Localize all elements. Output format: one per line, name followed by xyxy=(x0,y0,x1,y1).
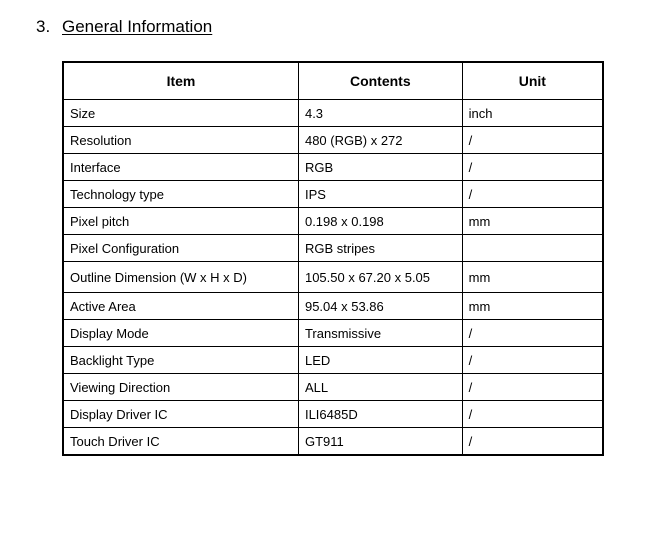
general-information-table xyxy=(62,61,604,456)
table-row xyxy=(63,320,603,347)
cell-unit: mm xyxy=(462,262,603,293)
cell-contents: 4.3 xyxy=(298,100,462,127)
table-row xyxy=(63,100,603,127)
cell-item: Resolution xyxy=(63,127,298,154)
table-row xyxy=(63,235,603,262)
cell-contents: RGB stripes xyxy=(298,235,462,262)
cell-item: Active Area xyxy=(63,293,298,320)
cell-item: Viewing Direction xyxy=(63,374,298,401)
cell-unit: mm xyxy=(462,293,603,320)
cell-contents: 0.198 x 0.198 xyxy=(298,208,462,235)
cell-unit: / xyxy=(462,374,603,401)
table-row xyxy=(63,374,603,401)
cell-contents: GT911 xyxy=(298,428,462,456)
cell-contents: 105.50 x 67.20 x 5.05 xyxy=(298,262,462,293)
cell-item: Pixel pitch xyxy=(63,208,298,235)
cell-contents: LED xyxy=(298,347,462,374)
cell-contents: ILI6485D xyxy=(298,401,462,428)
cell-contents: ALL xyxy=(298,374,462,401)
column-header-unit: Unit xyxy=(462,62,603,100)
cell-unit xyxy=(462,235,603,262)
section-heading xyxy=(36,16,212,38)
cell-item: Display Driver IC xyxy=(63,401,298,428)
table-row xyxy=(63,181,603,208)
cell-item: Touch Driver IC xyxy=(63,428,298,456)
cell-contents: 95.04 x 53.86 xyxy=(298,293,462,320)
table-row xyxy=(63,154,603,181)
table-row xyxy=(63,428,603,456)
cell-contents: IPS xyxy=(298,181,462,208)
cell-contents: RGB xyxy=(298,154,462,181)
cell-item: Size xyxy=(63,100,298,127)
cell-unit: inch xyxy=(462,100,603,127)
section-title: General Information xyxy=(62,17,213,36)
section-number: 3. xyxy=(36,17,51,36)
cell-item: Outline Dimension (W x H x D) xyxy=(63,262,298,293)
cell-item: Display Mode xyxy=(63,320,298,347)
cell-unit: / xyxy=(462,401,603,428)
cell-contents: Transmissive xyxy=(298,320,462,347)
cell-unit: / xyxy=(462,181,603,208)
table-row xyxy=(63,347,603,374)
cell-item: Backlight Type xyxy=(63,347,298,374)
column-header-contents: Contents xyxy=(298,62,462,100)
cell-item: Pixel Configuration xyxy=(63,235,298,262)
table-row xyxy=(63,127,603,154)
column-header-item: Item xyxy=(63,62,298,100)
table-header-row xyxy=(63,62,603,100)
table-row xyxy=(63,208,603,235)
cell-unit: / xyxy=(462,154,603,181)
cell-unit: mm xyxy=(462,208,603,235)
cell-unit: / xyxy=(462,347,603,374)
table-row xyxy=(63,401,603,428)
cell-unit: / xyxy=(462,127,603,154)
cell-contents: 480 (RGB) x 272 xyxy=(298,127,462,154)
cell-unit: / xyxy=(462,320,603,347)
cell-unit: / xyxy=(462,428,603,456)
table-row xyxy=(63,262,603,293)
cell-item: Technology type xyxy=(63,181,298,208)
cell-item: Interface xyxy=(63,154,298,181)
table-row xyxy=(63,293,603,320)
